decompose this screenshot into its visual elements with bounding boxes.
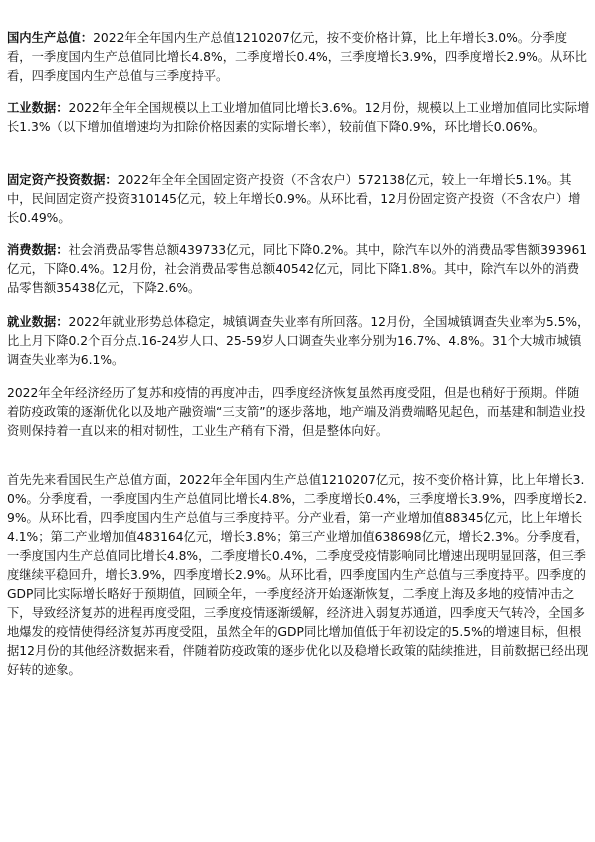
consumption-paragraph — [7, 241, 591, 298]
gdp-paragraph — [7, 29, 591, 86]
gdp-analysis-paragraph: 首先先来看国民生产总值方面，2022年全年国内生产总值1210207亿元，按不变价格计算，比上年增长3.0%。分季度看，一季度国内生产总值同比增长4.8%，二季度增长0.4%，三季度增长3.9%，四季度增长2.9%。从环比看，四季度国内生产总值与三季度持平。分产业看，第一产业增加值88345亿元，比上年增长4.1%；第二产业增加值483164亿元，增长3.8%；第三产业增加值638698亿元，增长2.3%。分季度看，一季度国内生产总值同比增长4.8%，二季度增长0.4%，二季度受疫情影响同比增速出现明显回落，但三季度继续平稳回升，增长3.9%，四季度增长2.9%。从环比看，四季度国内生产总值与三季度持平。四季度的GDP同比实际增长略好于预期值，回顾全年，一季度经济开始逐渐恢复，二季度上海及多地的疫情冲击之下，导致经济复苏的进程再度受阻，三季度疫情逐渐缓解，经济进入弱复苏通道，四季度天气转冷，全国多地爆发的疫情使得经济复苏再度受阻，虽然全年的GDP同比增加值低于年初设定的5.5%的增速目标，但根据12月份的其他经济数据来看，伴随着防疫政策的逐步优化以及稳增长政策的陆续推进，目前数据已经出现好转的迹象。 — [7, 473, 589, 677]
investment-paragraph — [7, 171, 591, 228]
industry-heading: 工业数据： — [7, 101, 69, 115]
investment-text: 2022年全年全国固定资产投资（不含农户）572138亿元，较上一年增长5.1%。其中，民间固定资产投资310145亿元，较上年增长0.9%。从环比看，12月份固定资产投资（不含农户）增长0.49%。 — [7, 173, 581, 225]
investment-heading: 固定资产投资数据： — [7, 173, 118, 187]
gdp-heading: 国内生产总值： — [7, 31, 94, 45]
industry-paragraph — [7, 99, 591, 137]
employment-heading: 就业数据： — [7, 315, 69, 329]
industry-text: 2022年全年全国规模以上工业增加值同比增长3.6%。12月份，规模以上工业增加值同比实际增长1.3%（以下增加值增速均为扣除价格因素的实际增长率），较前值下降0.9%，环比增长0.06%。 — [7, 101, 590, 134]
employment-text: 2022年就业形势总体稳定，城镇调查失业率有所回落。12月份，全国城镇调查失业率为5.5%，比上月下降0.2个百分点.16-24岁人口、25-59岁人口调查失业率分别为16.7%、4.8%。31个大城市城镇调查失业率为6.1%。 — [7, 315, 590, 367]
employment-paragraph — [7, 313, 591, 370]
consumption-text: 社会消费品零售总额439733亿元，同比下降0.2%。其中，除汽车以外的消费品零售额393961亿元，下降0.4%。12月份，社会消费品零售总额40542亿元，同比下降1.8%。其中，除汽车以外的消费品零售额35438亿元，下降2.6%。 — [7, 243, 588, 295]
summary-paragraph: 2022年全年经济经历了复苏和疫情的再度冲击，四季度经济恢复虽然再度受阻，但是也稍好于预期。伴随着防疫政策的逐渐优化以及地产融资端“三支箭”的逐步落地，地产端及消费端略见起色，而基建和制造业投资则保持着一直以来的相对韧性，工业生产稍有下滑，但是整体向好。 — [7, 386, 586, 438]
consumption-heading: 消费数据： — [7, 243, 69, 257]
gdp-text: 2022年全年国内生产总值1210207亿元，按不变价格计算，比上年增长3.0%。分季度看，一季度国内生产总值同比增长4.8%，二季度增长0.4%，三季度增长3.9%，四季度增长2.9%。从环比看，四季度国内生产总值与三季度持平。 — [7, 31, 587, 83]
